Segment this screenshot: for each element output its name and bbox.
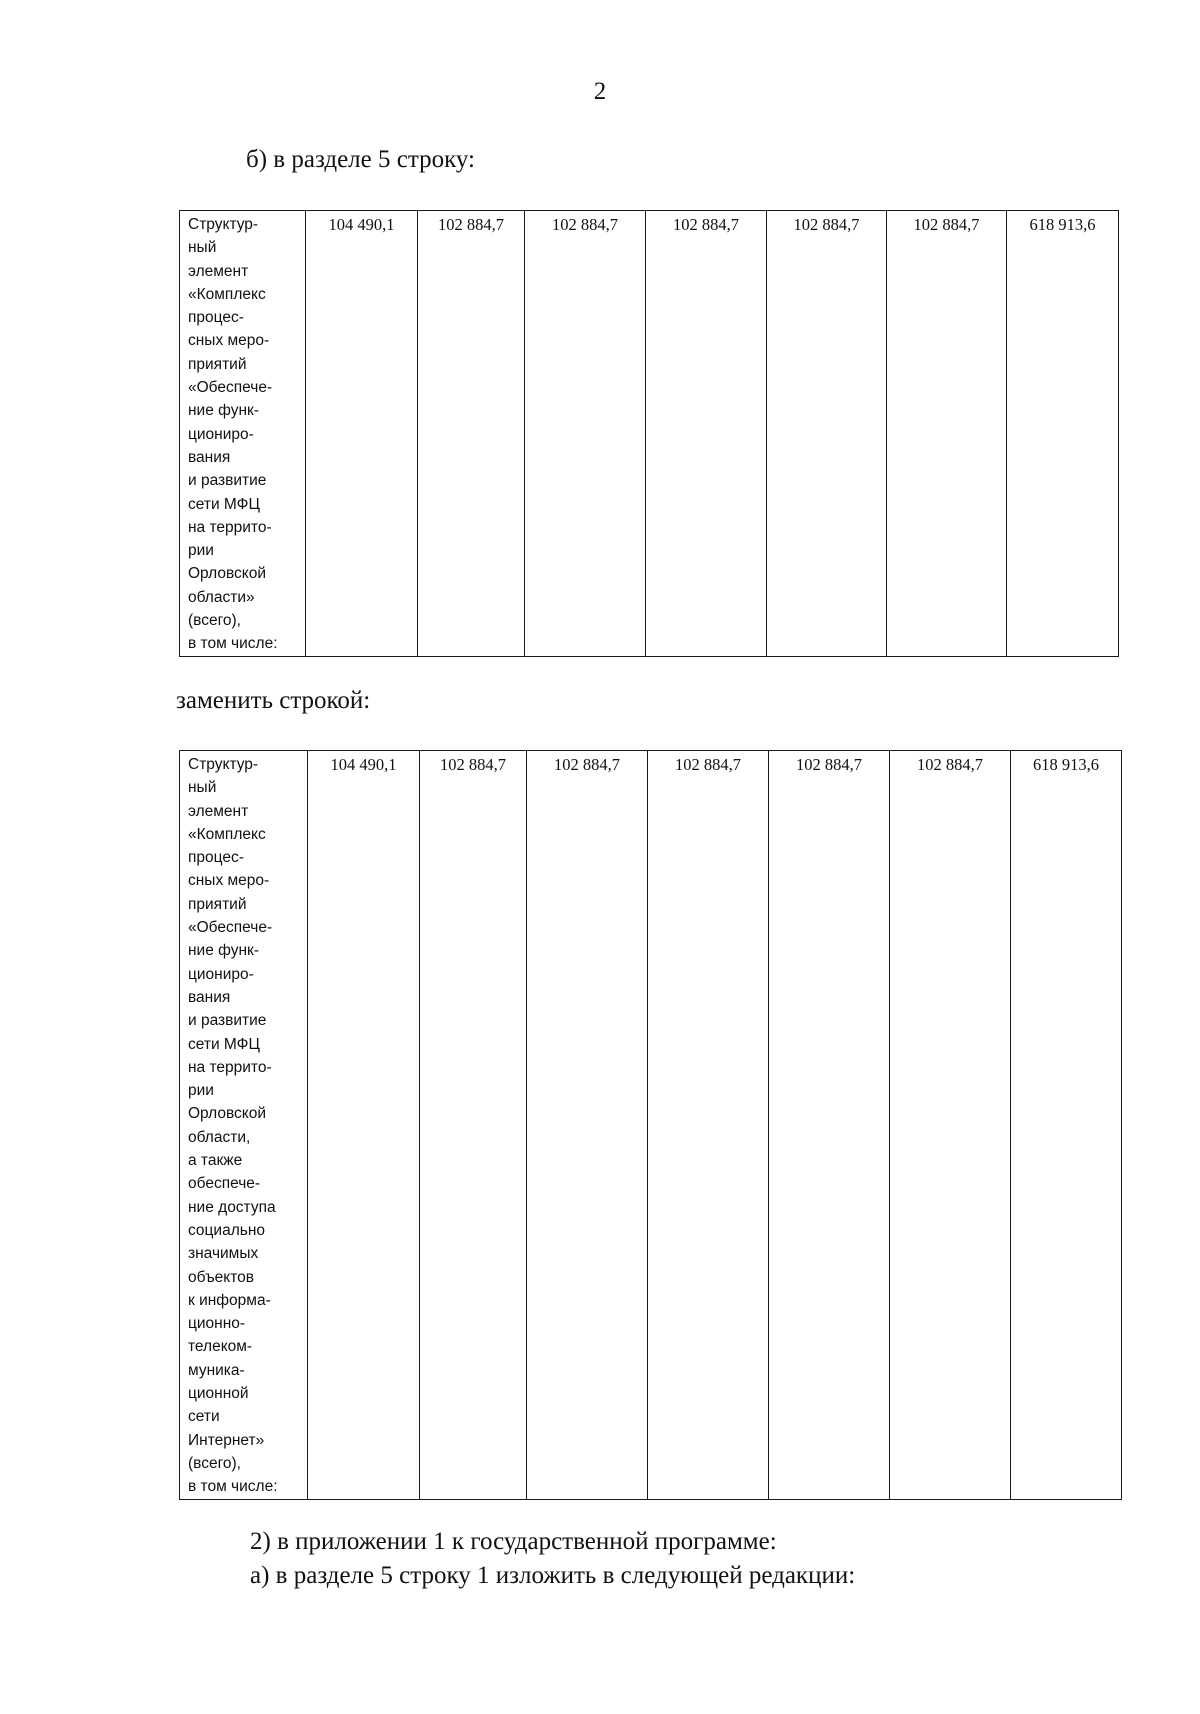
value-cell: 102 884,7: [890, 751, 1011, 1500]
structural-element-label: Структур- ный элемент «Комплекс процес- сных меро- приятий «Обеспече- ние функ- циониро- вания и развитие сети МФЦ на террито- рии Орловской области, а также обеспече- ние доступа социально значимых объектов к информа- ционно- телеком- муника- ционной сети Интернет» (всего), в том числе:: [180, 751, 308, 1500]
value-cell: 102 884,7: [646, 211, 767, 657]
table-row: [180, 751, 1122, 1500]
structural-element-label: Структур- ный элемент «Комплекс процес- сных меро- приятий «Обеспече- ние функ- циониро- вания и развитие сети МФЦ на террито- рии Орловской области» (всего), в том числе:: [180, 211, 306, 657]
total-value-cell: 618 913,6: [1007, 211, 1119, 657]
table-row: [180, 211, 1119, 657]
value-cell: 102 884,7: [767, 211, 887, 657]
subsection-b-text: б) в разделе 5 строку:: [246, 146, 475, 173]
item-2a-text: а) в разделе 5 строку 1 изложить в следующей редакции:: [250, 1562, 856, 1589]
value-cell: 102 884,7: [418, 211, 525, 657]
replace-with-text: заменить строкой:: [176, 687, 371, 714]
item-2-text: 2) в приложении 1 к государственной программе:: [250, 1528, 777, 1555]
replacement-row-table: [179, 750, 1122, 1500]
original-row-table: [179, 210, 1119, 657]
value-cell: 104 490,1: [308, 751, 420, 1500]
page-number: 2: [593, 78, 607, 105]
value-cell: 104 490,1: [306, 211, 418, 657]
value-cell: 102 884,7: [527, 751, 648, 1500]
value-cell: 102 884,7: [420, 751, 527, 1500]
value-cell: 102 884,7: [887, 211, 1007, 657]
value-cell: 102 884,7: [769, 751, 890, 1500]
total-value-cell: 618 913,6: [1011, 751, 1122, 1500]
value-cell: 102 884,7: [525, 211, 646, 657]
value-cell: 102 884,7: [648, 751, 769, 1500]
